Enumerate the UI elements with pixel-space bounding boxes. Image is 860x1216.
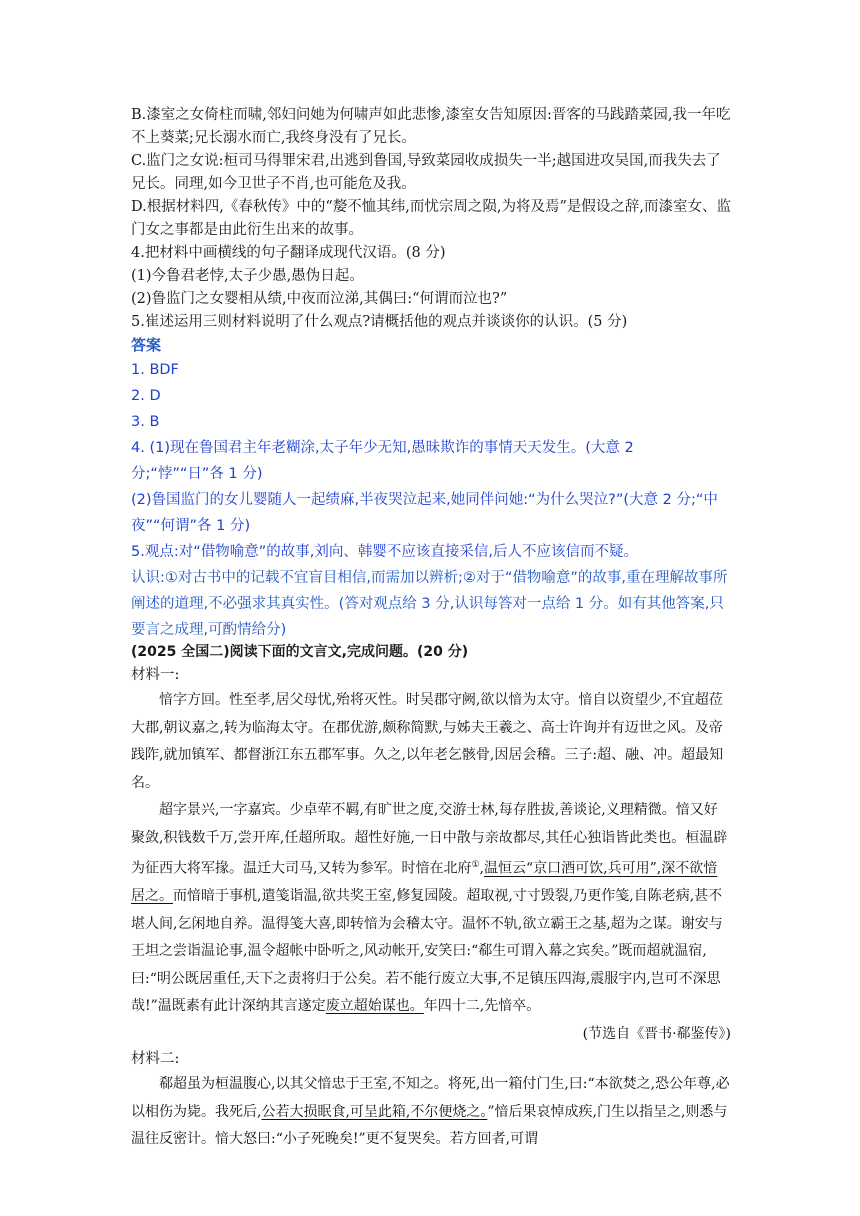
question-4-sentence-1: (1)今鲁君老悖,太子少愚,愚伪日起。 bbox=[131, 268, 364, 284]
answer-5-recognition: 认识:①对古书中的记载不宜盲目相信,而需加以辨析;②对于“借物喻意”的故事,重在理解故事所阐述的道理,不必强求其真实性。(答对观点给 3 分,认识每答对一点给 1 分。如有其他答案,只要言之成理,可酌情给分) bbox=[131, 570, 728, 638]
material-1-label: 材料一: bbox=[131, 667, 180, 683]
answer-block bbox=[131, 333, 731, 643]
material-2-text-b: ”愔后果哀悼成疾,门生以指呈之,则悉与温往反密计。愔大怒曰:“小子死晚矣!”更不复哭矣。若方回者,可谓 bbox=[131, 1103, 728, 1148]
answer-5-view: 5.观点:对“借物喻意”的故事,刘向、韩婴不应该直接采信,后人不应该信而不疑。 bbox=[131, 544, 638, 560]
material-1-source: (节选自《晋书·郗鉴传》) bbox=[582, 1025, 731, 1042]
question-4-prompt: 4.把材料中画横线的句子翻译成现代汉语。(8 分) bbox=[131, 245, 446, 261]
option-c: C.监门之女说:桓司马得罪宋君,出逃到鲁国,导致菜园收成损失一半;越国进攻吴国,而我失去了兄长。同理,如今卫世子不肖,也可能危及我。 bbox=[131, 153, 721, 192]
material-2-label: 材料二: bbox=[131, 1051, 180, 1068]
options-block bbox=[131, 104, 731, 334]
next-question-block bbox=[131, 641, 731, 1154]
answer-3: 3. B bbox=[131, 414, 160, 430]
material-1-paragraph-2 bbox=[131, 797, 731, 1021]
option-d: D.根据材料四,《春秋传》中的“嫠不恤其纬,而忧宗周之陨,为将及焉”是假设之辞,而漆室女、监门女之事都是由此衍生出来的故事。 bbox=[131, 199, 731, 238]
answer-4-part-2: (2)鲁国监门的女儿婴随人一起绩麻,半夜哭泣起来,她同伴问她:“为什么哭泣?”(大意 2 分;“中夜”“何谓”各 1 分) bbox=[131, 492, 718, 534]
answer-1: 1. BDF bbox=[131, 362, 179, 378]
material-1-text-b: , bbox=[479, 860, 484, 877]
option-b: B.漆室之女倚柱而啸,邻妇问她为何啸声如此悲惨,漆室女告知原因:晋客的马践踏菜园,我一年吃不上葵菜;兄长溺水而亡,我终身没有了兄长。 bbox=[131, 107, 731, 146]
material-2-text-a: 郗超虽为桓温腹心,以其父愔忠于王室,不知之。将死,出一箱付门生,曰:“本欲焚之,恐公年尊,必以相伤为毙。我死后, bbox=[131, 1076, 730, 1120]
material-2-paragraph-1 bbox=[131, 1071, 731, 1154]
answer-4-part-1: 4. (1)现在鲁国君主年老糊涂,太子年少无知,愚昧欺诈的事情天天发生。(大意 2 分;“悖”“日”各 1 分) bbox=[131, 440, 634, 482]
material-1-text-d: 年四十二,先愔卒。 bbox=[423, 998, 541, 1015]
question-4-sentence-2: (2)鲁监门之女婴相从绩,中夜而泣涕,其偶曰:“何谓而泣也?” bbox=[131, 291, 508, 307]
question-5-prompt: 5.崔述运用三则材料说明了什么观点?请概括他的观点并谈谈你的认识。(5 分) bbox=[131, 314, 628, 330]
material-1-paragraph-1: 愔字方回。性至孝,居父母忧,殆将灭性。时吴郡守阙,欲以愔为太守。愔自以资望少,不宜超莅大郡,朝议嘉之,转为临海太守。在郡优游,颇称简默,与姊夫王羲之、高士许询并有迈世之风。及帝践阼,就加镇军、都督浙江东五郡军事。久之,以年老乞骸骨,因居会稽。三子:超、融、冲。超最知名。 bbox=[131, 692, 724, 791]
material-1-text-c: 而愔暗于事机,遣笺诣温,欲共奖王室,修复园陵。超取视,寸寸毁裂,乃更作笺,自陈老病,甚不堪人间,乞闲地自养。温得笺大喜,即转愔为会稽太守。温怀不轨,欲立霸王之基,超为之谋。谢安与王坦之尝诣温论事,温令超帐中卧听之,风动帐开,安笑曰:“郗生可谓入幕之宾矣。”既而超就温宿,曰:“明公既居重任,天下之责将归于公矣。若不能行废立大事,不足镇压四海,震服宇内,岂可不深思哉!”温既素有此计深纳其言遂定 bbox=[131, 888, 723, 1015]
question-header: (2025 全国二)阅读下面的文言文,完成问题。(20 分) bbox=[131, 644, 469, 660]
underlined-sentence-3: 公若大损眠食,可呈此箱,不尔便烧之。 bbox=[261, 1103, 488, 1120]
footnote-marker: ① bbox=[471, 860, 480, 870]
answer-2: 2. D bbox=[131, 388, 161, 404]
material-1-text-a: 超字景兴,一字嘉宾。少卓荦不羁,有旷世之度,交游士林,每存胜拔,善谈论,义理精微。愔又好聚敛,积钱数千万,尝开库,任超所取。超性好施,一日中散与亲故都尽,其任心独诣皆此类也。桓温辟为征西大将军掾。温迁大司马,又转为参军。时愔在北府 bbox=[131, 802, 728, 877]
underlined-sentence-1: 温恒云“京口酒可饮,兵可用”,深不欲愔居之。 bbox=[131, 860, 718, 905]
underlined-sentence-2: 废立超始谋也。 bbox=[325, 998, 424, 1015]
answer-heading: 答案 bbox=[131, 336, 162, 354]
